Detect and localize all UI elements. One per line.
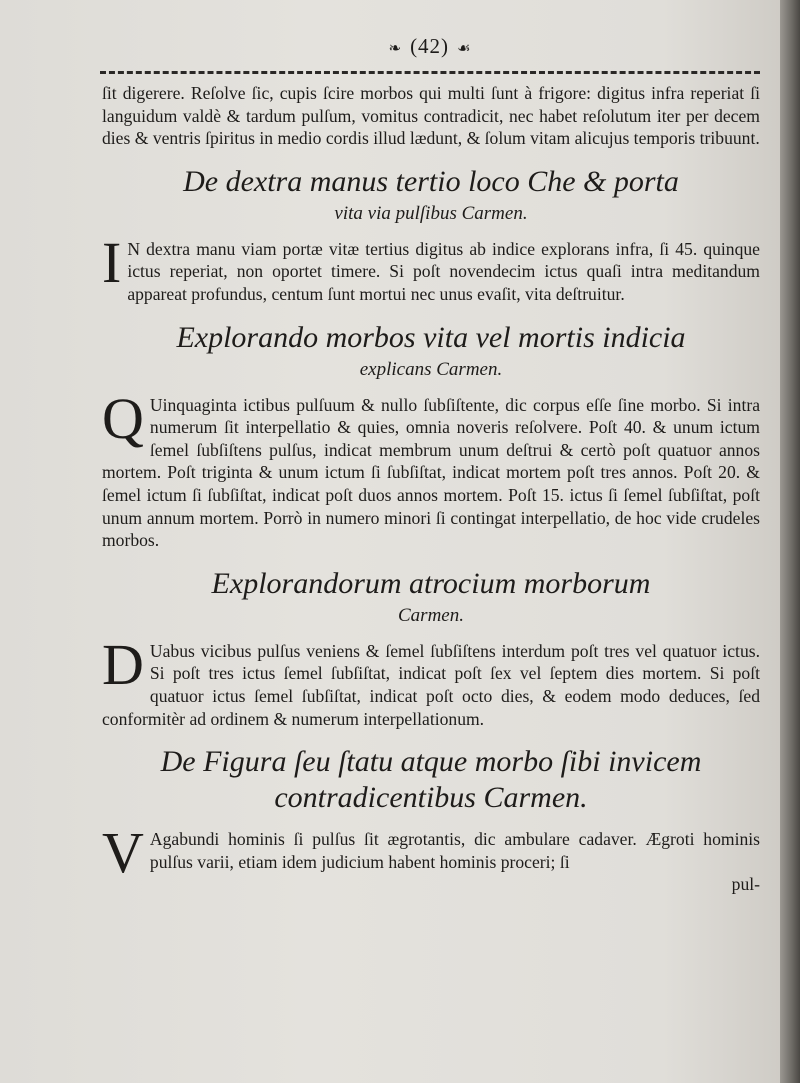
catchword: pul-: [731, 874, 760, 895]
drop-cap: V: [102, 820, 144, 886]
page-number: (42): [410, 34, 450, 58]
section-paragraph-2: [102, 385, 760, 552]
section-paragraph-1: [102, 229, 760, 306]
book-gutter-shadow: [780, 0, 800, 1083]
paragraph-text: N dextra manu viam portæ vitæ tertius digitus ab indice explorans infra, ſi 45. quinque ictus reperiat, non oportet timere. Si poſt novendecim ictus quaſi intra meditandum appareat profundus, centum ſunt mortui nec unus evaſit, vita deſtruitur.: [127, 238, 760, 304]
section-heading-4: De Figura ſeu ſtatu atque morbo ſibi invicem contradicentibus Carmen.: [160, 745, 702, 815]
paragraph-text: Agabundi hominis ſi pulſus ſit ægrotantis, dic ambulare cadaver. Ægroti hominis pulſus varii, etiam idem judicium habent hominis proceri; ſi: [149, 829, 760, 872]
section-heading-3: Explorandorum atrocium morborum: [211, 566, 651, 600]
drop-cap: I: [102, 229, 122, 295]
header-rule: [100, 71, 760, 74]
paragraph-continuation: ſit digerere. Reſolve ſic, cupis ſcire morbos qui multi ſunt à frigore: digitus infra reperiat ſi languidum valdè & tardum pulſum, vomitus contradicit, nec habet reſolutum iter per decem dies & ventris ſpiritus in medio cordis illud lædunt, & ſolum vitam alicujus temporis tribuunt.: [102, 83, 760, 149]
section-heading-2: Explorando morbos vita vel mortis indicia: [176, 320, 686, 354]
paragraph-text: Uabus vicibus pulſus veniens & ſemel ſubſiſtens interdum poſt tres vel quatuor ictus. Si poſt tres ictus ſemel ſubſiſtat, indicat poſt ſex vel ſeptem dies mortem. Si poſt quatuor ictus ſemel ſubſiſtat, indicat poſt octo dies, & eodem modo deduces, ſed conformitèr ad ordinem & numerum interpellationum.: [102, 640, 760, 729]
paragraph-text: Uinquaginta ictibus pulſuum & nullo ſubſiſtente, dic corpus eſſe ſine morbo. Si intra numerum ſit interpellatio & quies, omnia noveris reſolvere. Poſt 40. & unum ictum ſemel ſubſiſtens pulſus, indicat membrum unum deſtrui & certò poſt quatuor annos mortem. Poſt triginta & unum ictum ſi ſubſiſtat, indicat mortem poſt tres annos. Poſt 20. & ſemel ictum ſi ſubſiſtat, indicat poſt duos annos mortem. Poſt 15. ictus ſi ſemel ſubſiſtat, poſt unum annum mortem. Porrò in numero minori ſi contingat interpellatio, de hoc vide crudeles morbos.: [102, 394, 760, 551]
page-body: [102, 82, 760, 896]
section-paragraph-4: [102, 820, 760, 886]
ornament-right-icon: ☙: [457, 41, 472, 57]
section-subheading-1: vita via pulſibus Carmen.: [334, 202, 528, 224]
drop-cap: D: [102, 631, 144, 697]
section-subheading-3: Carmen.: [398, 604, 464, 626]
section-heading-1: De dextra manus tertio loco Che & porta: [183, 164, 679, 198]
section-paragraph-3: [102, 631, 760, 730]
page-header: [100, 34, 760, 59]
section-subheading-2: explicans Carmen.: [359, 358, 503, 380]
ornament-left-icon: ❧: [388, 41, 403, 57]
drop-cap: Q: [102, 385, 144, 451]
